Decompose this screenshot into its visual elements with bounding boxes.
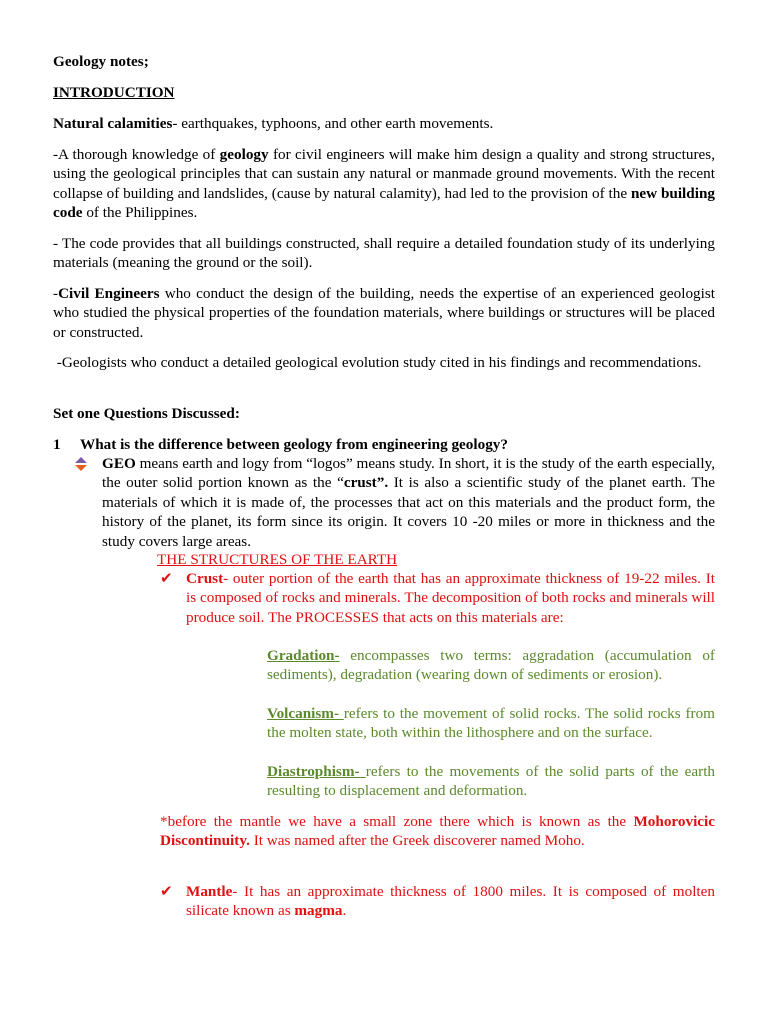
gradation-text: encompasses two terms: aggradation (accumulation of sediments), degradation (wearing down of sediments or erosion). — [267, 647, 715, 684]
para3-bold-civil-engineers: Civil Engineers — [58, 285, 160, 302]
natural-calamities-text: - earthquakes, typhoons, and other earth movements. — [172, 115, 494, 132]
geo-bold-geo: GEO — [102, 455, 136, 472]
para1-text-a: -A thorough knowledge of — [53, 146, 220, 163]
arrow-bullet-icon — [74, 457, 88, 471]
set-one-heading: Set one Questions Discussed: — [53, 405, 240, 422]
crust-term: Crust — [186, 570, 224, 587]
geo-bold-crust: crust”. — [343, 474, 389, 492]
doc-title: Geology notes; — [53, 53, 149, 70]
gradation-item — [267, 646, 715, 685]
question-number: 1 — [53, 436, 61, 453]
volcanism-text: refers to the movement of solid rocks. The solid rocks from the molten state, both within the lithosphere and on the surface. — [267, 705, 715, 742]
structures-heading: THE STRUCTURES OF THE EARTH — [157, 551, 398, 568]
moho-text-a: *before the mantle we have a small zone there which is known as the — [160, 813, 634, 830]
volcanism-item — [267, 704, 715, 743]
paragraph-code: - The code provides that all buildings constructed, shall require a detailed foundation study of its underlying materials (meaning the ground or the soil). — [53, 235, 715, 272]
moho-note — [160, 812, 715, 851]
intro-heading: INTRODUCTION — [53, 84, 175, 101]
mantle-term: Mantle — [186, 883, 233, 900]
para1-text-e: of the Philippines. — [82, 204, 198, 222]
diastrophism-term: Diastrophism- — [267, 763, 366, 780]
geo-text-b: means earth and logy from “logos” means study. In short, it is the study of the earth especially, the outer solid portion known as the “ — [102, 455, 715, 492]
mantle-item — [160, 882, 715, 921]
paragraph-geologists: -Geologists who conduct a detailed geological evolution study cited in his findings and recommendations. — [53, 354, 702, 371]
para1-text-c: for civil engineers will make him design a quality and strong structures, using the geological principles that can sustain any natural or manmade ground movements. With the recent collapse of building and landslides, (cause by natural calamity), had led to the provision of the — [53, 146, 715, 202]
para3-text-c: who conduct the design of the building, needs the expertise of an experienced geologist who studied the physical properties of the foundation materials, where buildings or structures will be placed or constructed. — [53, 285, 715, 341]
diastrophism-item — [267, 762, 715, 801]
crust-definition — [186, 569, 715, 627]
crust-item — [160, 569, 715, 627]
mantle-bold-magma: magma — [294, 902, 343, 920]
geo-text-d: It is also a scientific study of the planet earth. The materials of which it is made of, the processes that act on this materials and the product form, the history of the planet, its form since its origin. It covers 10 -20 miles or more in thickness and the study covers large areas. — [102, 474, 715, 550]
mantle-definition — [186, 882, 715, 921]
geo-bullet-item — [80, 454, 715, 551]
checkmark-icon: ✔ — [160, 882, 173, 900]
paragraph-civil-engineers — [53, 284, 715, 342]
mantle-text-a: - It has an approximate thickness of 1800 miles. It is composed of molten silicate known as — [186, 883, 715, 920]
geo-definition — [80, 454, 715, 551]
checkmark-icon: ✔ — [160, 569, 173, 587]
gradation-term: Gradation- — [267, 647, 340, 664]
question-1: What is the difference between geology from engineering geology? — [80, 436, 508, 453]
crust-text: - outer portion of the earth that has an approximate thickness of 19-22 miles. It is composed of rocks and minerals. The decomposition of both rocks and minerals will produce soil. The PROCESSES that acts on this materials are: — [186, 570, 715, 626]
paragraph-geology-knowledge — [53, 145, 715, 223]
para3-text-a: - — [53, 285, 59, 302]
volcanism-term: Volcanism- — [267, 705, 344, 722]
natural-calamities-term: Natural calamities — [53, 115, 173, 132]
mantle-text-c: . — [342, 902, 347, 920]
natural-calamities-line — [53, 114, 715, 133]
diastrophism-text: refers to the movements of the solid parts of the earth resulting to displacement and deformation. — [267, 763, 716, 800]
para1-bold-geology: geology — [219, 146, 269, 163]
para1-bold-building-code: new building code — [53, 184, 715, 222]
moho-bold-term: Mohorovicic Discontinuity. — [160, 813, 715, 850]
moho-text-c: It was named after the Greek discoverer named Moho. — [249, 832, 585, 850]
